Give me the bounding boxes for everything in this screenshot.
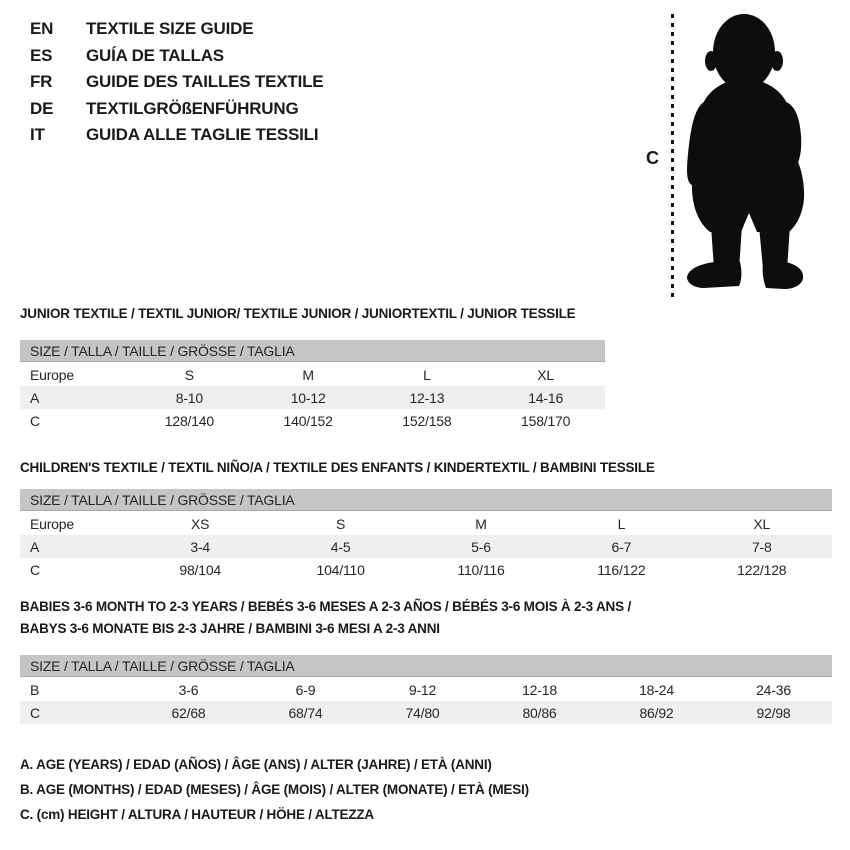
- table-cell: 140/152: [283, 412, 333, 429]
- language-label: GUIDA ALLE TAGLIE TESSILI: [86, 125, 319, 144]
- language-list: [30, 16, 323, 149]
- junior-size-table: [20, 363, 605, 432]
- table-row: [20, 409, 605, 432]
- table-cell: S: [336, 515, 346, 532]
- table-row: [20, 558, 832, 581]
- language-code: FR: [30, 72, 53, 91]
- language-code: IT: [30, 125, 45, 144]
- table-cell: 6-9: [295, 681, 316, 698]
- language-row-de: [30, 96, 323, 123]
- table-cell: M: [302, 366, 314, 383]
- table-cell: 86/92: [639, 704, 674, 721]
- table-cell: 7-8: [751, 538, 772, 555]
- language-code: EN: [30, 19, 54, 38]
- note-b: B. AGE (MONTHS) / EDAD (MESES) / ÂGE (MOIS) / ALTER (MONATE) / ETÀ (MESI): [20, 782, 529, 797]
- language-row-fr: [30, 69, 323, 96]
- language-label: TEXTILGRÖßENFÜHRUNG: [86, 98, 299, 118]
- row-label: B: [30, 681, 40, 698]
- table-cell: 18-24: [639, 681, 674, 698]
- note-c: C. (cm) HEIGHT / ALTURA / HAUTEUR / HÖHE / ALTEZZA: [20, 807, 374, 822]
- row-label: Europe: [30, 515, 74, 532]
- language-row-it: [30, 122, 323, 149]
- table-cell: 80/86: [522, 704, 557, 721]
- language-code: ES: [30, 45, 53, 65]
- table-cell: 110/116: [457, 561, 505, 578]
- language-label: GUIDE DES TAILLES TEXTILE: [86, 72, 324, 91]
- babies-size-table: [20, 678, 832, 724]
- row-label: C: [30, 561, 40, 578]
- babies-size-bar: SIZE / TALLA / TAILLE / GRÖSSE / TAGLIA: [20, 655, 832, 677]
- table-row: [20, 535, 832, 558]
- babies-section-title-line2: BABYS 3-6 MONATE BIS 2-3 JAHRE / BAMBINI 3-6 MESI A 2-3 ANNI: [20, 621, 440, 636]
- table-cell: 68/74: [288, 704, 323, 721]
- table-cell: 3-6: [178, 681, 199, 698]
- table-cell: XL: [537, 366, 554, 383]
- table-cell: M: [475, 515, 487, 532]
- note-a: A. AGE (YEARS) / EDAD (AÑOS) / ÂGE (ANS) / ALTER (JAHRE) / ETÀ (ANNI): [20, 757, 492, 772]
- table-cell: S: [184, 366, 194, 383]
- toddler-silhouette-icon: [684, 12, 806, 300]
- row-label: A: [30, 389, 40, 406]
- table-row: [20, 363, 605, 386]
- children-section-title: CHILDREN'S TEXTILE / TEXTIL NIÑO/A / TEXTILE DES ENFANTS / KINDERTEXTIL / BAMBINI TESSILE: [20, 460, 655, 475]
- table-cell: 12-13: [409, 389, 445, 406]
- table-cell: 98/104: [179, 561, 221, 578]
- row-label: Europe: [30, 366, 74, 383]
- table-cell: 5-6: [471, 538, 491, 555]
- table-cell: L: [423, 366, 431, 383]
- legend-notes: [20, 752, 529, 827]
- table-cell: 74/80: [405, 704, 440, 721]
- table-cell: 128/140: [164, 412, 214, 429]
- table-cell: XS: [191, 515, 210, 532]
- table-cell: 158/170: [521, 412, 571, 429]
- table-cell: 6-7: [611, 538, 632, 555]
- table-row: [20, 701, 832, 724]
- table-cell: L: [617, 515, 626, 532]
- table-cell: 24-36: [756, 681, 791, 698]
- table-cell: 4-5: [330, 538, 351, 555]
- table-row: [20, 386, 605, 409]
- junior-section-title: JUNIOR TEXTILE / TEXTIL JUNIOR/ TEXTILE JUNIOR / JUNIORTEXTIL / JUNIOR TESSILE: [20, 306, 576, 321]
- height-measure-label: C: [646, 148, 659, 168]
- table-cell: 10-12: [290, 389, 326, 406]
- table-cell: 122/128: [737, 561, 787, 578]
- table-row: [20, 678, 832, 701]
- table-cell: 116/122: [597, 561, 646, 578]
- table-cell: XL: [753, 515, 771, 532]
- children-size-table: [20, 512, 832, 581]
- language-label: TEXTILE SIZE GUIDE: [86, 19, 254, 38]
- table-cell: 3-4: [190, 538, 211, 555]
- table-cell: 152/158: [402, 412, 452, 429]
- table-row: [20, 512, 832, 535]
- table-cell: 92/98: [756, 704, 791, 721]
- babies-section-title-line1: BABIES 3-6 MONTH TO 2-3 YEARS / BEBÉS 3-6 MESES A 2-3 AÑOS / BÉBÉS 3-6 MOIS À 2-3 ANS /: [20, 599, 631, 614]
- table-cell: 12-18: [522, 681, 557, 698]
- language-row-en: [30, 16, 323, 43]
- row-label: C: [30, 704, 40, 721]
- row-label: A: [30, 538, 40, 555]
- table-cell: 62/68: [171, 704, 206, 721]
- language-label: GUÍA DE TALLAS: [86, 45, 224, 65]
- table-cell: 8-10: [175, 389, 203, 406]
- language-row-es: [30, 43, 323, 70]
- table-cell: 9-12: [408, 681, 437, 698]
- children-size-bar: SIZE / TALLA / TAILLE / GRÖSSE / TAGLIA: [20, 489, 832, 511]
- table-cell: 14-16: [528, 389, 564, 406]
- junior-size-bar: SIZE / TALLA / TAILLE / GRÖSSE / TAGLIA: [20, 340, 605, 362]
- table-cell: 104/110: [316, 561, 365, 578]
- language-code: DE: [30, 98, 54, 118]
- height-dotted-line: [671, 14, 674, 298]
- row-label: C: [30, 412, 40, 429]
